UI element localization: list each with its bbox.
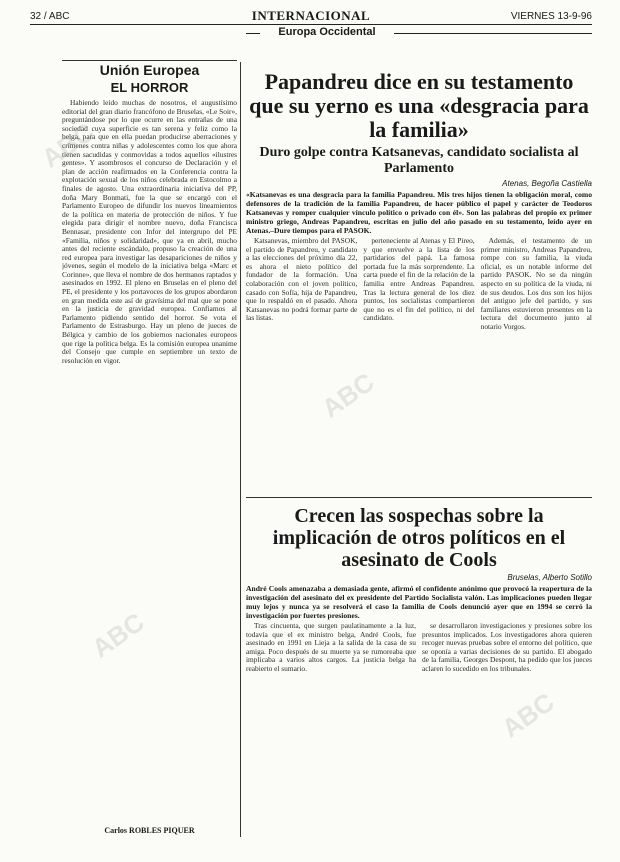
article-lead: «Katsanevas es una desgracia para la familia Papandreu. Mis tres hijos tienen la obligación moral, como defensores de la tradición de la familia Papandreu, de hacer público el papel y carácter de Teodoros Katsanevas y romper cualquier vínculo político o privado con él». Son las palabras del propio ex primer ministro griego, Andreas Papandreu, escritas en julio del año pasado en su testamento, leído ayer en Atenas.–Dure tiempos para el PASOK. (246, 190, 592, 235)
section-rule-left (246, 33, 260, 34)
watermark: ABC (496, 686, 560, 744)
article-lead: André Cools amenazaba a demasiada gente, afirmó el confidente anónimo que provocó la reapertura de la investigación del asesinato del ex presidente del Partido Socialista valón. Las implicaciones pueden llegar muy lejos y nunca ya se resolverá el caso la familia de Cools denunció ayer que en 1994 se cerró la investigación por fuertes presiones. (246, 584, 592, 620)
article-byline: Bruselas, Alberto Sotillo (507, 573, 592, 582)
vertical-divider (240, 62, 241, 837)
section-rule-right (394, 33, 592, 34)
article-columns (246, 237, 592, 537)
column-kicker: Unión Europea (99, 62, 200, 78)
article-headline: Crecen las sospechas sobre la implicación de otros políticos en el asesinato de Cools (272, 505, 566, 571)
article-col-2: se desarrollaron investigaciones y presiones sobre los presuntos implicados. Los investigadores ahora quieren recoger nuevas pruebas sobre el entorno del político, que se oponía a varias decisiones de su partido. El abogado de la familia, Georges Despont, ha pedido que los jueces aclaren lo sucedido en los tribunales. (422, 622, 592, 673)
column-signature: Carlos ROBLES PIQUER (104, 826, 195, 835)
article-col-3: Además, el testamento de un primer ministro, Andreas Papandreu, rompe con su familia, la viuda oficial, es un notable informe del partido PASOK. No se da ningún aspecto en su política de la viuda, ni de sus deudos. Los dos son los hijos del antiguo jefe del partido, y sus familiares estuvieron presentes en la lectura del documento junto al notario Vorgos. (480, 237, 592, 331)
opinion-column (62, 62, 237, 835)
article-divider (246, 497, 592, 498)
page-number: 32 / ABC (30, 11, 70, 22)
article-col-1: Tras cincuenta, que surgen paulatinamente a la luz, todavía que el ex ministro belga, André Cools, fue asesinado en 1991 en Lieja a la salida de la casa de su amiga. Poco después de su muerte ya se rumoreaba que implicaba a varios altos cargos. La justicia belga ha reabierto el sumario. (246, 622, 416, 673)
watermark: ABC (36, 116, 100, 174)
page-date: VIERNES 13-9-96 (510, 11, 592, 22)
section-bar-label: Europa Occidental (278, 26, 376, 38)
article-subhead: Duro golpe contra Katsanevas, candidato socialista al Parlamento (259, 145, 579, 176)
article-headline: Papandreu dice en su testamento que su yerno es una «desgracia para la familia» (249, 69, 589, 142)
watermark: ABC (316, 366, 380, 424)
column-title: EL HORROR (110, 80, 189, 95)
section-title: INTERNACIONAL (251, 8, 371, 23)
article-col-1: Katsanevas, miembro del PASOK, el partido de Papandreu, y candidato a las elecciones del próximo día 22, es ahora el nieto político del fundador de la formación. Una colaboración con el joven político, casado con Sofía, hija de Papandreu, que lo respaldó en el pasado. Ahora Katsanevas no podrá formar parte de las listas. (246, 237, 358, 323)
article-papandreu (246, 70, 592, 537)
article-byline: Atenas, Begoña Castiella (502, 179, 592, 188)
article-cools (246, 505, 592, 862)
page-header (30, 8, 592, 25)
article-col-2: perteneciente al Atenas y El Pireo, y que envuelve a la lista de los partidarios del papá. La famosa portada fue la más sorprendente. La carta puede el fin de la relación de la familia entre Andreas Papandreu. Tras la lectura general de los diez puntos, los socialistas compartieron que no es el fin del político, ni del candidato. (363, 237, 475, 323)
column-body: Habiendo leído muchas de nosotros, el augustísimo editorial del gran diario francófono de Bruselas, «Le Soir», preguntándose por lo que ocurre en las entrañas de una sociedad cuya superficie es tan serena y feliz como la belga, para que en ella puedan producirse aberraciones y crímenes contra niñas y adolescentes como los que ahora tienen sacudidas y conmovidas a todos aquellos «ilustres gentes». Y asombrosos el concurso de Declaración y el plan de acción reafirmados en la Conferencia contra la explotación sexual de los niños celebrada en Estocolmo a finales de agosto. Una extraordinaria iniciativa del PP, doña Mary Bonmati, fue la que se encargó con el Parlamento Europeo de difundir los nuevos lineamientos de la política en materia de protección de niños. Y fue elegida para dirigir el nombre nuevo, doña Francisca Bennasar, presidente con Infor del intergrupo del PE «Familia, niños y solidaridad», que ya en abril, mucho antes del reciente escándalo, propuso la creación de una red europea para investigar las desapariciones de niños y jóvenes, según el modelo de la iniciativa belga «Marc et Corinne», que lleva el nombre de dos hermanos raptados y asesinados en 1992. El pleno en Bruselas en el pleno del PE, el presidente y los portavoces de los grupos abordaron en gran medida este así de gravísima del mal que se pone en la justicia de gravidad europea. Confiamos al Parlamento pidiendo sentido del horror. Se vota el Parlamento de Estrasburgo. Hay un pleno de jueces de Bélgica y cambio de los gobiernos nacionales europeos que rige la política belga. Es la comisión europea unanime del Consejo que cumple en septiembre un texto de resolución en vigor. (62, 99, 237, 365)
watermark: ABC (86, 606, 150, 664)
article-columns (246, 622, 592, 862)
column-top-rule (62, 60, 237, 61)
